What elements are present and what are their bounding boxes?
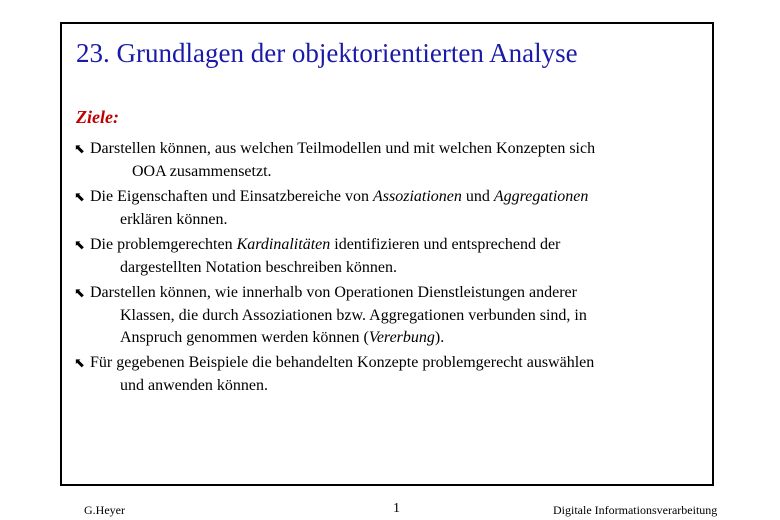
list-item: ⬉ Die problemgerechten Kardinalitäten identifizieren und entsprechend der dargestellten Notation beschreiben können. [74,236,561,276]
list-item: ⬉ Für gegebenen Beispiele die behandelten Konzepte problemgerecht auswählen und anwenden können. [74,354,595,394]
term-associations: Assoziationen [373,188,462,205]
slide-frame [60,22,714,486]
nw-arrow-icon: ⬉ [74,238,85,253]
nw-arrow-icon: ⬉ [74,142,85,157]
nw-arrow-icon: ⬉ [74,356,85,371]
footer-department: Digitale Informationsverarbeitung [553,503,718,517]
goals-heading: Ziele: [76,107,119,127]
list-item: ⬉ Die Eigenschaften und Einsatzbereiche von Assoziationen und Aggregationen erklären können. [74,188,589,228]
slide-title: 23. Grundlagen der objektorientierten Analyse [76,38,578,68]
footer-author: G.Heyer [84,503,125,517]
term-cardinalities: Kardinalitäten [236,236,331,253]
list-item: ⬉ Darstellen können, aus welchen Teilmodellen und mit welchen Konzepten sich OOA zusammensetzt. [74,140,596,180]
list-item: ⬉ Darstellen können, wie innerhalb von Operationen Dienstleistungen anderer Klassen, die durch Assoziationen bzw. Aggregationen verbunden sind, in Anspruch genommen werden können (Vererbung). [74,284,587,346]
term-aggregations: Aggregationen [493,188,589,205]
term-inheritance: Vererbung [368,329,435,346]
goals-list [74,138,708,400]
nw-arrow-icon: ⬉ [74,286,85,301]
footer-page-number: 1 [393,501,400,516]
nw-arrow-icon: ⬉ [74,190,85,205]
